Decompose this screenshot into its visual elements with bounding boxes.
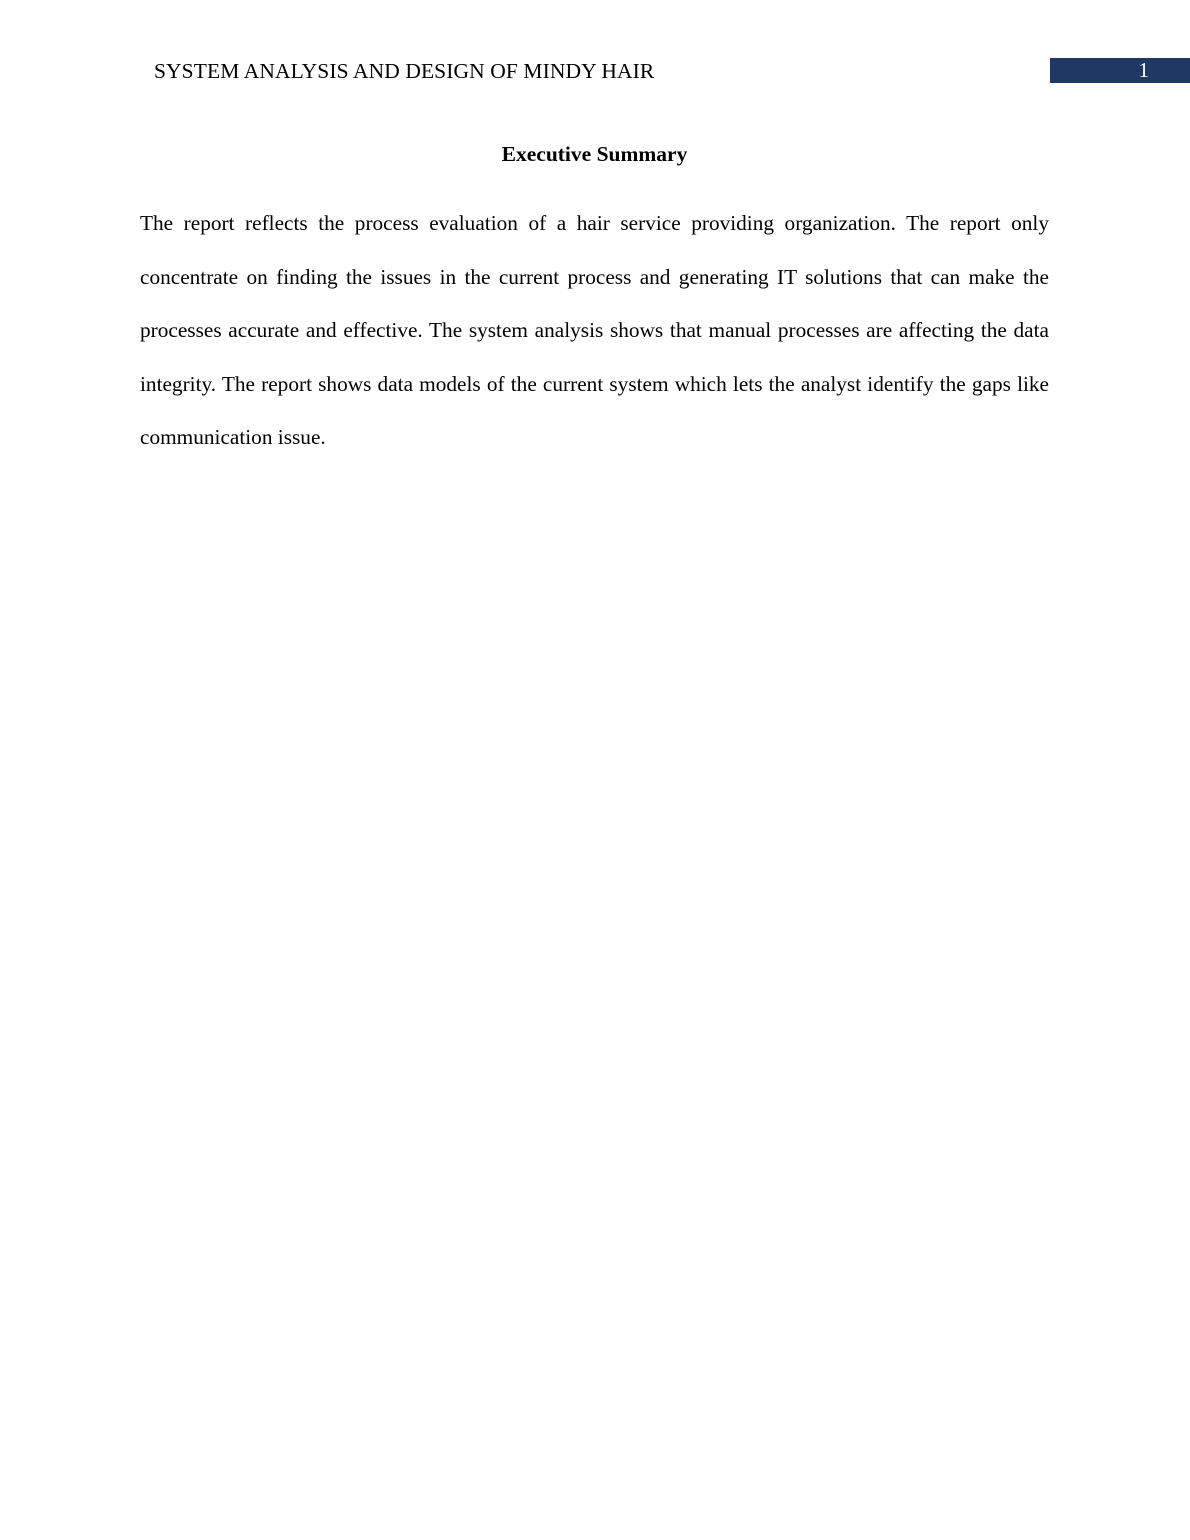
- page-number-box: [1050, 58, 1190, 83]
- running-head: SYSTEM ANALYSIS AND DESIGN OF MINDY HAIR: [154, 59, 655, 83]
- summary-paragraph: The report reflects the process evaluation of a hair service providing organization. The report only concentrate on finding the issues in the current process and generating IT solutions that can make the processes accurate and effective. The system analysis shows that manual processes are affecting the data integrity. The report shows data models of the current system which lets the analyst identify the gaps like communication issue.: [140, 211, 1049, 450]
- page-number: 1: [1138, 58, 1149, 82]
- section-heading: Executive Summary: [501, 142, 688, 166]
